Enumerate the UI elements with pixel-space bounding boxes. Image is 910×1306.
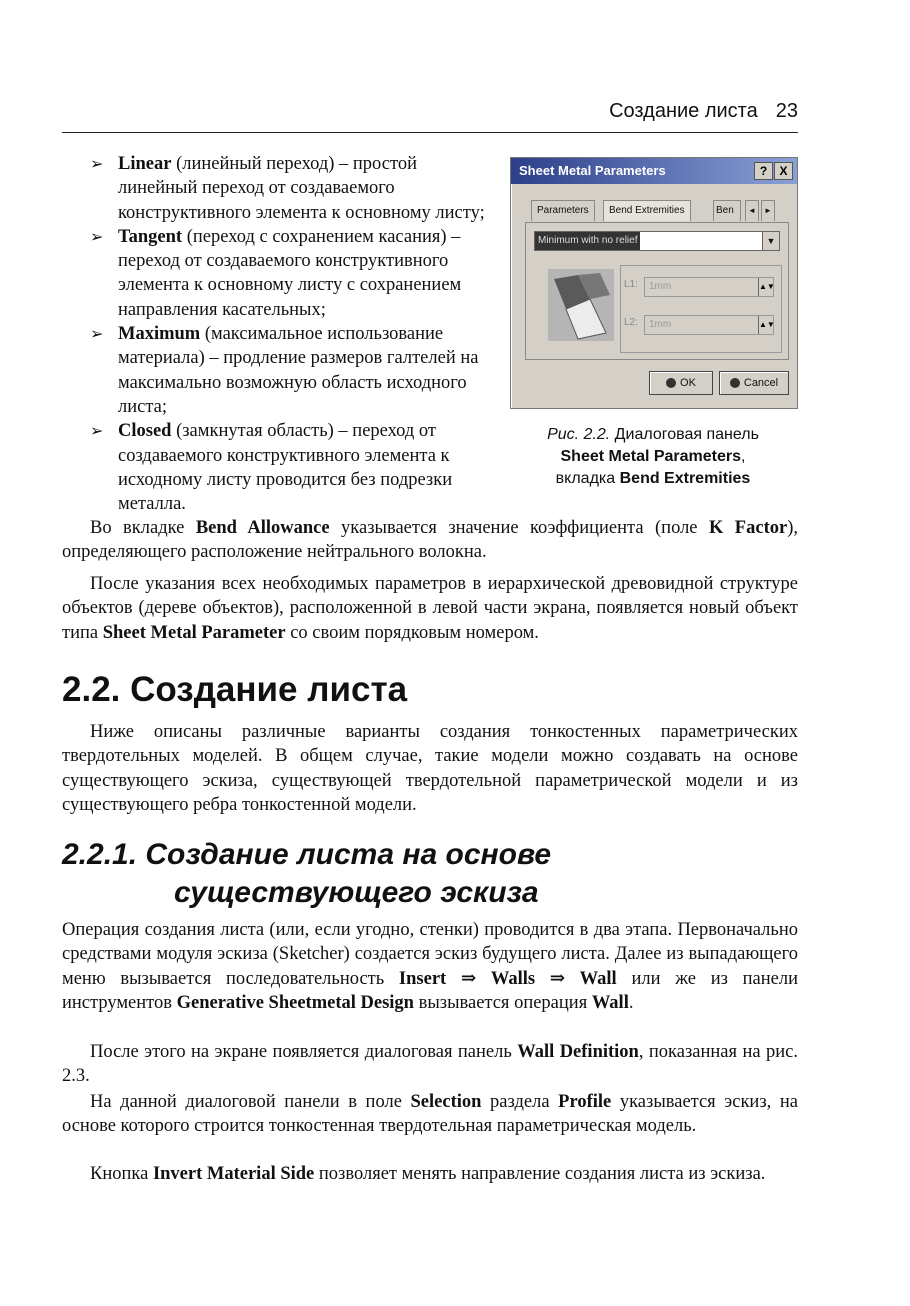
text: Кнопка xyxy=(90,1164,153,1184)
paragraph-bend-allowance xyxy=(62,516,798,565)
caption-bold-1: Sheet Metal Parameters xyxy=(560,448,742,465)
subsection-heading-line-1: 2.2.1. Создание листа на основе xyxy=(62,838,552,871)
bullet-item-maximum xyxy=(88,322,493,419)
text: На данной диалоговой панели в поле xyxy=(90,1092,411,1112)
caption-prefix: Рис. 2.2. xyxy=(547,426,611,443)
bullet-text: (линейный переход) – простой линейный переход от создаваемого конструктивного элемента к основному листу; xyxy=(118,154,485,223)
ok-label: OK xyxy=(680,377,696,389)
tab-parameters[interactable]: Parameters xyxy=(531,200,595,221)
arrow-bullet-icon: ➢ xyxy=(90,421,104,441)
paragraph-invert-material xyxy=(62,1162,798,1186)
tab-scroll-right-icon[interactable]: ► xyxy=(761,200,775,221)
text: Операция создания листа (или, если угодно, стенки) проводится в два этапа. Первоначально средствами модуля эскиза (Sketcher) создается эскиз будущего листа. Далее из выпадающего меню вызывается последовательность xyxy=(62,920,798,989)
figure-caption xyxy=(512,424,794,490)
cancel-icon xyxy=(730,378,740,388)
bold-term: Selection xyxy=(410,1092,482,1112)
text: указывается значение коэффициента (поле xyxy=(329,518,709,538)
bullet-term: Closed xyxy=(118,421,172,442)
bold-term: Profile xyxy=(558,1092,612,1112)
help-button[interactable]: ? xyxy=(754,162,773,180)
paragraph-intro: Ниже описаны различные варианты создания тонкостенных параметрических твердотельных моделей. В общем случае, такие модели можно создавать на основе существующего эскиза, существующей твердотельной параметрической модели и из существующего ребра тонкостенной модели. xyxy=(62,722,798,815)
paragraph-wall-definition xyxy=(62,1040,798,1089)
bullet-list xyxy=(88,152,493,516)
chevron-down-icon[interactable]: ▼ xyxy=(762,232,779,250)
caption-text-2: вкладка xyxy=(555,470,620,487)
dialog-title-bar xyxy=(511,158,797,184)
tab-pane xyxy=(525,222,789,360)
ok-button[interactable] xyxy=(649,371,713,395)
subsection-heading xyxy=(62,836,551,912)
paragraph-tree xyxy=(62,572,798,645)
bullet-item-linear xyxy=(88,152,493,225)
bullet-text: (переход с сохранением касания) – переход от создаваемого конструктивного элемента к основному листу с сохранением направления касательных; xyxy=(118,226,462,320)
spinner-arrows-icon[interactable]: ▲▼ xyxy=(758,316,773,334)
bullet-item-closed xyxy=(88,419,493,516)
tab-bend-truncated[interactable]: Ben xyxy=(713,200,741,221)
bullet-item-tangent xyxy=(88,225,493,322)
paragraph-selection xyxy=(62,1090,798,1139)
text: позволяет менять направление создания листа из эскиза. xyxy=(314,1164,766,1184)
caption-bold-2: Bend Extremities xyxy=(619,470,751,487)
text: ), определяющего расположение нейтрального волокна. xyxy=(62,518,798,563)
bend-extremity-preview-image xyxy=(548,269,614,341)
text: . xyxy=(628,992,634,1013)
text: указывается эскиз, на основе которого строится тонкостенная твердотельная параметрическая модель. xyxy=(62,1092,798,1137)
bold-term: Sheet Metal Parameter xyxy=(102,622,286,643)
l2-spinner[interactable] xyxy=(644,315,774,335)
text: раздела xyxy=(481,1092,559,1112)
text: со своим порядковым номером. xyxy=(285,622,539,643)
l1-spinner[interactable] xyxy=(644,277,774,297)
caption-text: Диалоговая панель xyxy=(610,426,759,443)
cancel-label: Cancel xyxy=(743,377,779,389)
bold-term: K Factor xyxy=(708,518,788,538)
running-header-title: Создание листа xyxy=(609,100,758,122)
bold-term: Invert Material Side xyxy=(152,1164,315,1184)
text: Во вкладке xyxy=(90,518,196,538)
l2-value: 1mm xyxy=(649,319,672,330)
tab-bend-extremities[interactable]: Bend Extremities xyxy=(603,200,691,221)
arrow-bullet-icon: ➢ xyxy=(90,226,104,246)
text: После этого на экране появляется диалоговая панель xyxy=(90,1042,518,1062)
tab-scroll-left-icon[interactable]: ◄ xyxy=(745,200,759,221)
bullet-text: (максимальное использование материала) – продление размеров галтелей на максимально возможную область исходного листа; xyxy=(118,324,479,417)
bold-term: Wall xyxy=(591,992,629,1013)
l1-label: L1: xyxy=(624,279,638,290)
bend-shape-icon xyxy=(548,269,614,341)
cancel-button[interactable] xyxy=(719,371,789,395)
relief-type-select[interactable] xyxy=(534,231,780,251)
close-button[interactable]: X xyxy=(774,162,793,180)
bullet-term: Tangent xyxy=(118,226,183,247)
subsection-heading-line-2: существующего эскиза xyxy=(174,876,539,909)
l1-value: 1mm xyxy=(649,281,672,292)
bullet-term: Linear xyxy=(118,154,172,174)
arrow-bullet-icon: ➢ xyxy=(90,324,104,344)
paragraph-wall-operation xyxy=(62,918,798,1015)
dialog-title: Sheet Metal Parameters xyxy=(519,163,666,178)
text: вызывается операция xyxy=(413,992,592,1013)
page-number: 23 xyxy=(775,100,798,122)
text: или же из панели инструментов xyxy=(62,968,798,1013)
relief-type-value: Minimum with no relief xyxy=(535,232,640,250)
bullet-term: Maximum xyxy=(118,324,201,345)
bold-term: Insert ⇒ Walls ⇒ Wall xyxy=(398,968,617,989)
section-heading: 2.2. Создание листа xyxy=(62,670,408,709)
bullet-text: (замкнутая область) – переход от создаваемого конструктивного элемента к исходному листу проводится без подрезки металла. xyxy=(118,421,453,515)
bold-term: Generative Sheetmetal Design xyxy=(176,992,414,1013)
bold-term: Wall Definition xyxy=(517,1042,639,1062)
arrow-bullet-icon: ➢ xyxy=(90,154,104,173)
caption-comma: , xyxy=(741,448,746,465)
spinner-arrows-icon[interactable]: ▲▼ xyxy=(758,278,773,296)
text: , показанная на рис. 2.3. xyxy=(62,1042,798,1087)
text: После указания всех необходимых параметров в иерархической древовидной структуре объектов (дереве объектов), расположенной в левой части экрана, появляется новый объект типа xyxy=(62,574,798,643)
running-header xyxy=(62,100,798,133)
l2-label: L2: xyxy=(624,317,638,328)
bold-term: Bend Allowance xyxy=(195,518,330,538)
sheet-metal-parameters-dialog xyxy=(510,157,798,409)
ok-icon xyxy=(666,378,676,388)
